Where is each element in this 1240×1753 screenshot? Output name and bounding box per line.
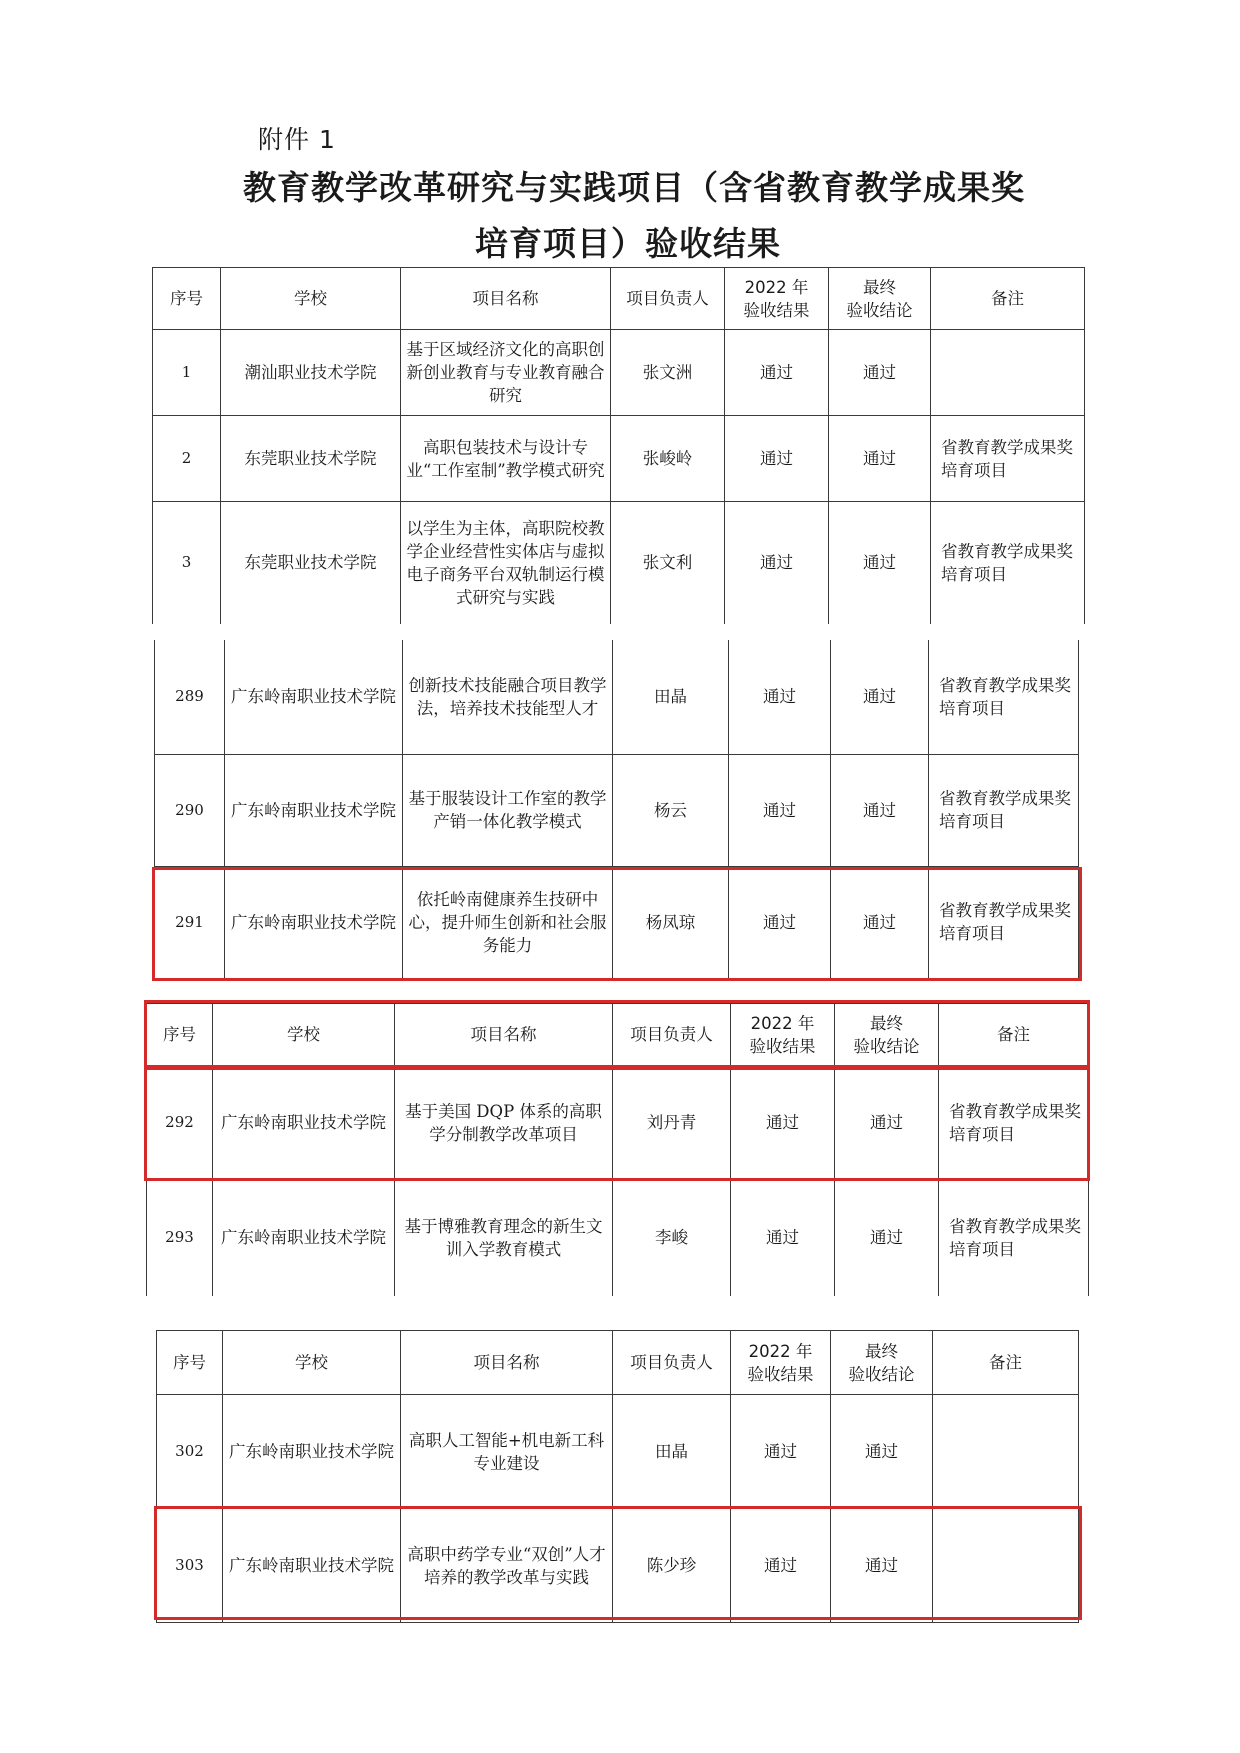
final-conclusion: 通过 xyxy=(831,866,929,978)
result-2022: 通过 xyxy=(731,1509,831,1623)
header-final-conclusion: 最终 验收结论 xyxy=(835,1004,939,1066)
project-leader: 刘丹青 xyxy=(613,1066,731,1180)
header-project-name: 项目名称 xyxy=(395,1004,613,1066)
final-conclusion: 通过 xyxy=(835,1066,939,1180)
remark xyxy=(931,330,1085,416)
project-name: 高职中药学专业“双创”人才培养的教学改革与实践 xyxy=(401,1509,613,1623)
table-header-row xyxy=(147,1004,1089,1066)
school-name: 东莞职业技术学院 xyxy=(221,502,401,624)
attachment-label: 附件 1 xyxy=(258,125,336,154)
school-name: 潮汕职业技术学院 xyxy=(221,330,401,416)
header-project-name: 项目名称 xyxy=(401,268,611,330)
header-result-2022: 2022 年 验收结果 xyxy=(731,1004,835,1066)
table-row xyxy=(153,416,1085,502)
project-name: 基于区域经济文化的高职创新创业教育与专业教育融合研究 xyxy=(401,330,611,416)
header-leader: 项目负责人 xyxy=(613,1004,731,1066)
row-number: 1 xyxy=(153,330,221,416)
project-name: 依托岭南健康养生技研中心，提升师生创新和社会服务能力 xyxy=(403,866,613,978)
row-number: 303 xyxy=(157,1509,223,1623)
header-remark: 备注 xyxy=(939,1004,1089,1066)
table-row xyxy=(153,330,1085,416)
remark: 省教育教学成果奖培育项目 xyxy=(929,640,1079,754)
project-name: 创新技术技能融合项目教学法，培养技术技能型人才 xyxy=(403,640,613,754)
remark: 省教育教学成果奖培育项目 xyxy=(931,502,1085,624)
result-2022: 通过 xyxy=(731,1180,835,1296)
result-2022: 通过 xyxy=(731,1066,835,1180)
header-school: 学校 xyxy=(221,268,401,330)
school-name: 广东岭南职业技术学院 xyxy=(223,1395,401,1509)
header-number: 序号 xyxy=(147,1004,213,1066)
header-final-conclusion: 最终 验收结论 xyxy=(829,268,931,330)
header-final-conclusion: 最终 验收结论 xyxy=(831,1331,933,1395)
project-leader: 陈少珍 xyxy=(613,1509,731,1623)
project-name: 基于博雅教育理念的新生文训入学教育模式 xyxy=(395,1180,613,1296)
final-conclusion: 通过 xyxy=(829,330,931,416)
final-conclusion: 通过 xyxy=(831,640,929,754)
results-table-fragment-2 xyxy=(154,640,1079,979)
table-row xyxy=(155,754,1079,866)
final-conclusion: 通过 xyxy=(829,502,931,624)
remark: 省教育教学成果奖培育项目 xyxy=(929,754,1079,866)
school-name: 广东岭南职业技术学院 xyxy=(223,1509,401,1623)
school-name: 东莞职业技术学院 xyxy=(221,416,401,502)
document-title: 教育教学改革研究与实践项目（含省教育教学成果奖 xyxy=(243,168,1025,207)
remark: 省教育教学成果奖培育项目 xyxy=(929,866,1079,978)
row-number: 293 xyxy=(147,1180,213,1296)
table-header-row xyxy=(153,268,1085,330)
header-number: 序号 xyxy=(153,268,221,330)
final-conclusion: 通过 xyxy=(835,1180,939,1296)
table-row xyxy=(153,502,1085,624)
header-school: 学校 xyxy=(213,1004,395,1066)
school-name: 广东岭南职业技术学院 xyxy=(213,1180,395,1296)
row-number: 3 xyxy=(153,502,221,624)
remark: 省教育教学成果奖培育项目 xyxy=(931,416,1085,502)
project-leader: 田晶 xyxy=(613,640,729,754)
project-leader: 田晶 xyxy=(613,1395,731,1509)
table-row xyxy=(155,640,1079,754)
project-leader: 张文洲 xyxy=(611,330,725,416)
project-leader: 张文利 xyxy=(611,502,725,624)
project-name: 以学生为主体，高职院校教学企业经营性实体店与虚拟电子商务平台双轨制运行模式研究与实践 xyxy=(401,502,611,624)
header-school: 学校 xyxy=(223,1331,401,1395)
row-number: 290 xyxy=(155,754,225,866)
school-name: 广东岭南职业技术学院 xyxy=(225,754,403,866)
result-2022: 通过 xyxy=(725,330,829,416)
project-leader: 张峻岭 xyxy=(611,416,725,502)
header-project-name: 项目名称 xyxy=(401,1331,613,1395)
final-conclusion: 通过 xyxy=(831,1509,933,1623)
result-2022: 通过 xyxy=(725,416,829,502)
final-conclusion: 通过 xyxy=(829,416,931,502)
remark: 省教育教学成果奖培育项目 xyxy=(939,1066,1089,1180)
result-2022: 通过 xyxy=(729,754,831,866)
results-table-fragment-4 xyxy=(156,1330,1079,1623)
school-name: 广东岭南职业技术学院 xyxy=(213,1066,395,1180)
document-title-line2: 培育项目）验收结果 xyxy=(475,224,781,263)
school-name: 广东岭南职业技术学院 xyxy=(225,640,403,754)
project-leader: 李峻 xyxy=(613,1180,731,1296)
remark xyxy=(933,1509,1079,1623)
project-leader: 杨凤琼 xyxy=(613,866,729,978)
results-table-fragment-1 xyxy=(152,267,1085,624)
table-row xyxy=(157,1509,1079,1623)
header-remark: 备注 xyxy=(933,1331,1079,1395)
project-name: 基于服装设计工作室的教学产销一体化教学模式 xyxy=(403,754,613,866)
header-number: 序号 xyxy=(157,1331,223,1395)
row-number: 292 xyxy=(147,1066,213,1180)
final-conclusion: 通过 xyxy=(831,1395,933,1509)
header-leader: 项目负责人 xyxy=(611,268,725,330)
table-row xyxy=(157,1395,1079,1509)
table-row xyxy=(155,866,1079,978)
header-result-2022: 2022 年 验收结果 xyxy=(731,1331,831,1395)
project-name: 基于美国 DQP 体系的高职学分制教学改革项目 xyxy=(395,1066,613,1180)
result-2022: 通过 xyxy=(725,502,829,624)
result-2022: 通过 xyxy=(729,640,831,754)
header-remark: 备注 xyxy=(931,268,1085,330)
project-name: 高职人工智能+机电新工科专业建设 xyxy=(401,1395,613,1509)
header-result-2022: 2022 年 验收结果 xyxy=(725,268,829,330)
table-row xyxy=(147,1180,1089,1296)
header-leader: 项目负责人 xyxy=(613,1331,731,1395)
school-name: 广东岭南职业技术学院 xyxy=(225,866,403,978)
remark xyxy=(933,1395,1079,1509)
remark: 省教育教学成果奖培育项目 xyxy=(939,1180,1089,1296)
result-2022: 通过 xyxy=(729,866,831,978)
final-conclusion: 通过 xyxy=(831,754,929,866)
project-leader: 杨云 xyxy=(613,754,729,866)
row-number: 2 xyxy=(153,416,221,502)
result-2022: 通过 xyxy=(731,1395,831,1509)
row-number: 291 xyxy=(155,866,225,978)
row-number: 302 xyxy=(157,1395,223,1509)
table-row xyxy=(147,1066,1089,1180)
results-table-fragment-3 xyxy=(146,1003,1089,1296)
table-header-row xyxy=(157,1331,1079,1395)
row-number: 289 xyxy=(155,640,225,754)
project-name: 高职包装技术与设计专业“工作室制”教学模式研究 xyxy=(401,416,611,502)
